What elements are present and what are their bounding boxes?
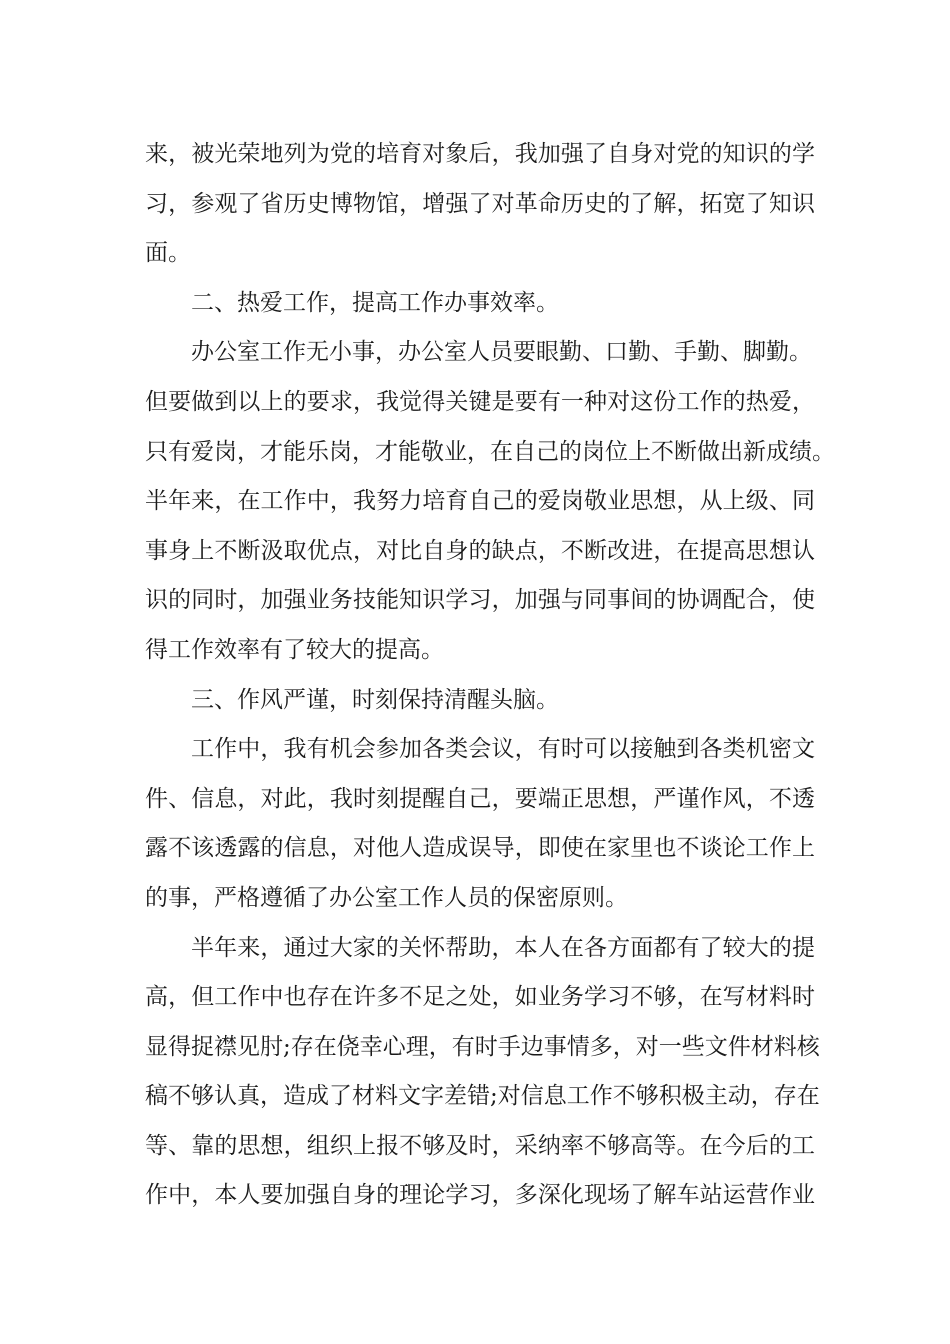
text-line: 识的同时，加强业务技能知识学习，加强与同事间的协调配合，使 [145,587,815,614]
text-line: 件、信息，对此，我时刻提醒自己，要端正思想，严谨作风，不透 [145,785,815,812]
document-body [145,130,835,1221]
text-line: 得工作效率有了较大的提高。 [145,636,444,663]
text-line: 露不该透露的信息，对他人造成误导，即使在家里也不谈论工作上 [145,835,815,862]
text-line: 二、热爱工作，提高工作办事效率。 [191,289,559,316]
text-line: 三、作风严谨，时刻保持清醒头脑。 [191,686,559,713]
text-line: 工作中，我有机会参加各类会议，有时可以接触到各类机密文 [191,736,815,763]
text-line: 等、靠的思想，组织上报不够及时，采纳率不够高等。在今后的工 [145,1132,815,1159]
text-line: 半年来，通过大家的关怀帮助，本人在各方面都有了较大的提 [191,934,815,961]
text-line: 习，参观了省历史博物馆，增强了对革命历史的了解，拓宽了知识 [145,190,815,217]
text-line: 面。 [145,240,191,267]
text-line: 只有爱岗，才能乐岗，才能敬业，在自己的岗位上不断做出新成绩。 [145,438,835,465]
text-line: 的事，严格遵循了办公室工作人员的保密原则。 [145,884,628,911]
text-line: 办公室工作无小事，办公室人员要眼勤、口勤、手勤、脚勤。 [191,339,812,366]
text-line: 来，被光荣地列为党的培育对象后，我加强了自身对党的知识的学 [145,141,815,167]
text-line: 作中，本人要加强自身的理论学习，多深化现场了解车站运营作业 [145,1182,815,1209]
text-line: 显得捉襟见肘;存在侥幸心理，有时手边事情多，对一些文件材料核 [145,1033,820,1060]
text-line: 事身上不断汲取优点，对比自身的缺点，不断改进，在提高思想认 [145,537,815,564]
text-line: 稿不够认真，造成了材料文字差错;对信息工作不够积极主动，存在 [145,1083,820,1110]
text-line: 但要做到以上的要求，我觉得关键是要有一种对这份工作的热爱， [145,388,815,415]
text-line: 半年来，在工作中，我努力培育自己的爱岗敬业思想，从上级、同 [145,488,815,515]
text-line: 高，但工作中也存在许多不足之处，如业务学习不够，在写材料时 [145,984,815,1011]
